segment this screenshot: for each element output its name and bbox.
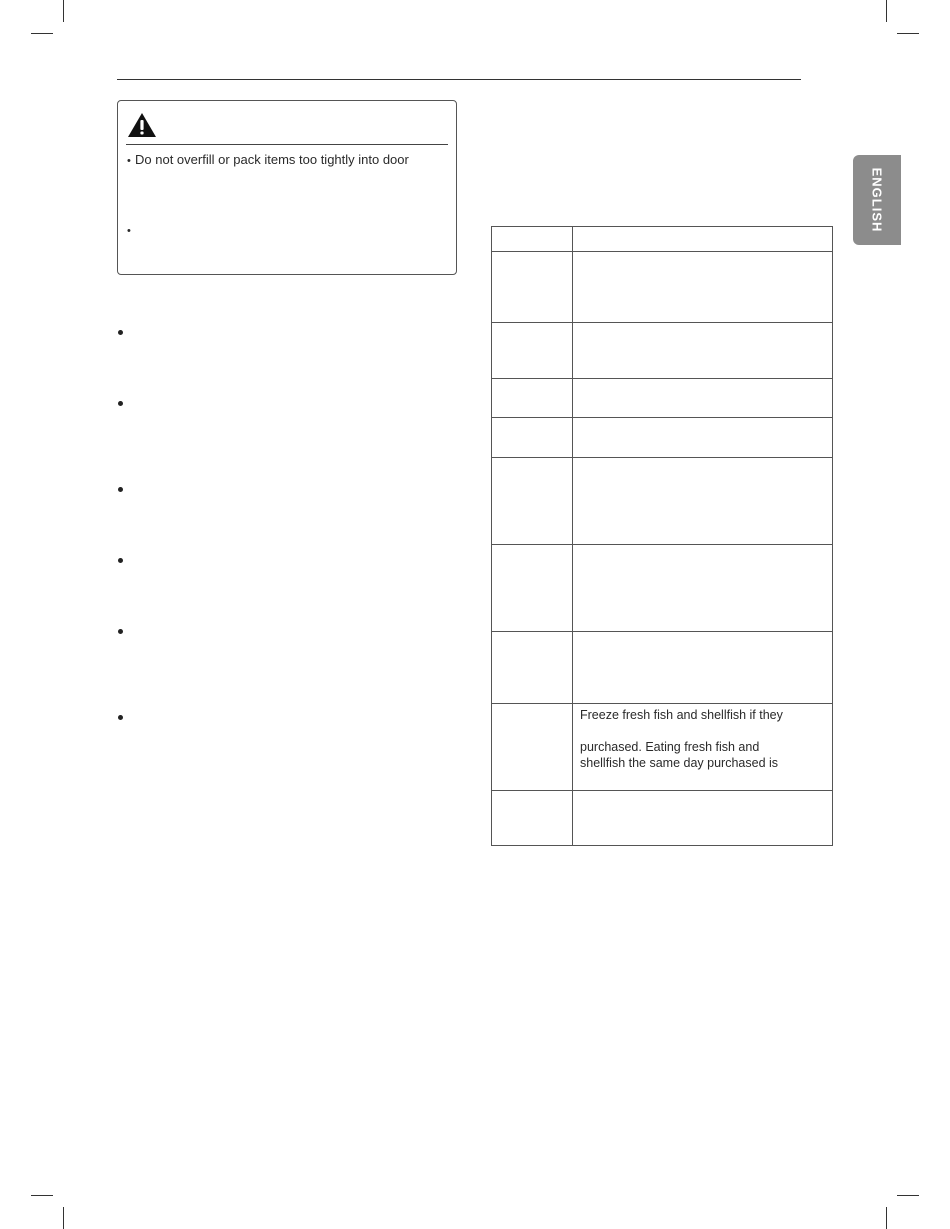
crop-mark [886,1207,887,1229]
list-bullet [117,715,123,721]
table-row [492,458,833,545]
header-rule [117,79,801,80]
table-cell [492,418,573,458]
table-row-fish [492,704,833,791]
crop-mark [897,1195,919,1196]
crop-mark [63,0,64,22]
table-cell [492,323,573,379]
crop-mark [31,33,53,34]
text-line: shellfish the same day purchased is [580,756,779,770]
table-row [492,545,833,632]
list-bullet [117,487,123,493]
table-cell [573,323,833,379]
table-row [492,252,833,323]
text-line: purchased. Eating fresh fish and [580,740,760,754]
table-row [492,418,833,458]
list-bullet [117,330,123,336]
bullet-dot: • [127,225,131,237]
language-tab [853,155,901,245]
language-tab-label: ENGLISH [869,167,885,233]
table-header-row [492,227,833,252]
table-row [492,791,833,846]
table-cell [573,458,833,545]
table-cell [573,252,833,323]
table-cell [492,791,573,846]
table-cell [573,379,833,418]
crop-mark [897,33,919,34]
list-bullet [117,401,123,407]
text-line: Freeze fresh fish and shellfish if they [580,708,783,722]
table-cell [492,545,573,632]
warning-triangle-icon [127,112,157,143]
text-gap [580,723,832,739]
table-cell [573,632,833,704]
caution-bullet [127,222,135,237]
table-row [492,323,833,379]
fish-storage-text [573,704,832,771]
crop-mark [886,0,887,22]
table-cell [492,379,573,418]
caution-box [117,100,457,275]
crop-mark [63,1207,64,1229]
crop-mark [31,1195,53,1196]
table-header-cell [573,227,833,252]
table-cell [573,545,833,632]
caution-bullet-text: Do not overfill or pack items too tightly into door [135,152,409,167]
caution-divider [126,144,448,145]
list-bullet [117,558,123,564]
table-row [492,632,833,704]
table-cell [492,704,573,791]
list-bullet [117,629,123,635]
table-cell [492,458,573,545]
caution-bullet [127,152,409,167]
bullet-dot: • [127,155,131,167]
table-cell [492,632,573,704]
table-cell [573,791,833,846]
table-cell [492,252,573,323]
table-header-cell [492,227,573,252]
table-cell [573,418,833,458]
table-cell [573,704,833,791]
table-row [492,379,833,418]
food-storage-table [491,226,833,846]
